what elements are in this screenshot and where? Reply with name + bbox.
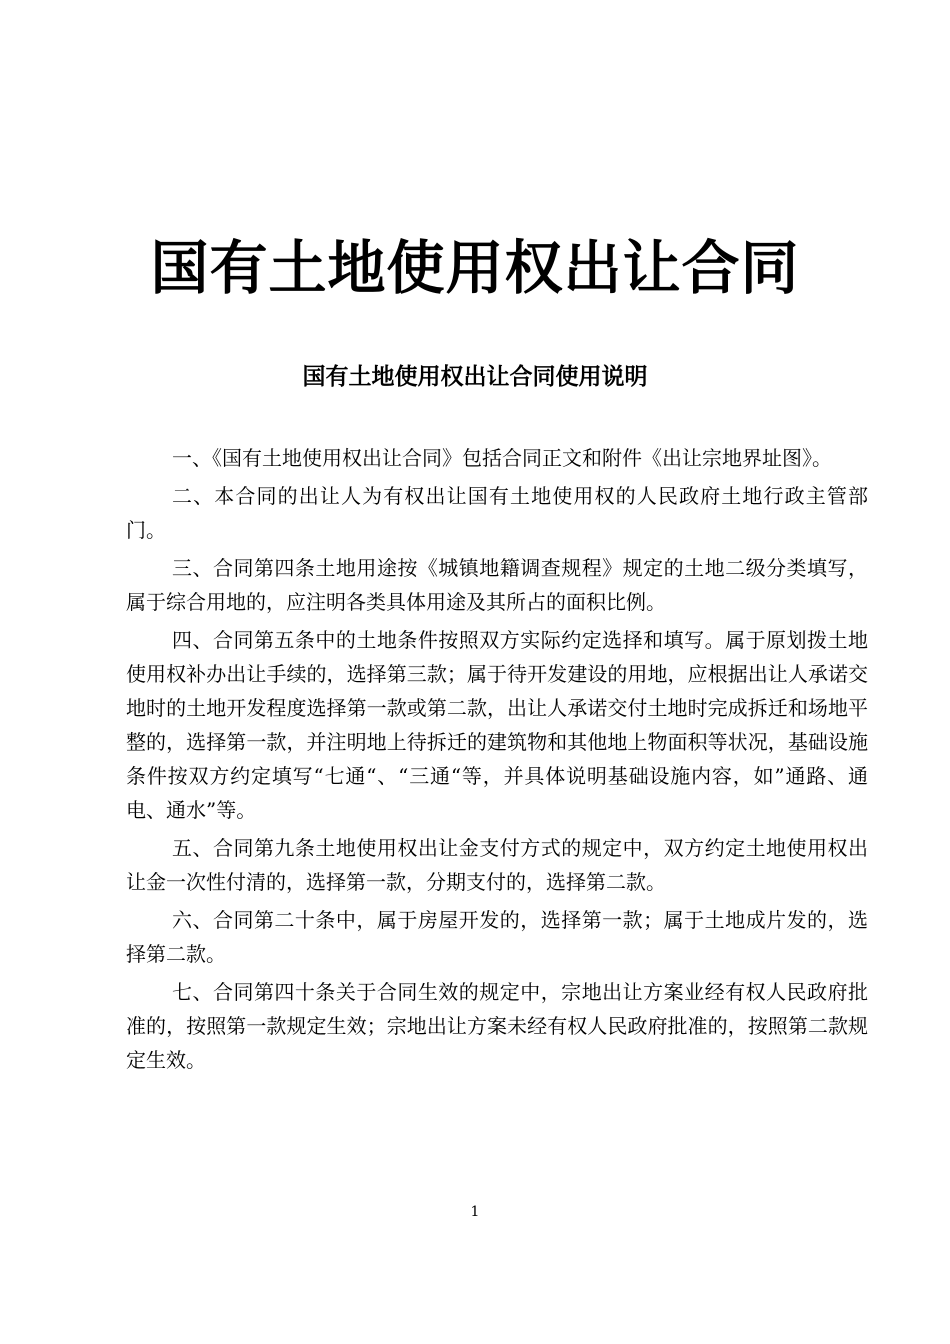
paragraph: 六、合同第二十条中，属于房屋开发的，选择第一款；属于土地成片发的，选择第二款。 (126, 908, 868, 966)
paragraph: 三、合同第四条土地用途按《城镇地籍调查规程》规定的土地二级分类填写，属于综合用地的，应注明各类具体用途及其所占的面积比例。 (126, 556, 868, 614)
document-subtitle: 国有土地使用权出让合同使用说明 (302, 363, 648, 390)
page-number: 1 (470, 1204, 480, 1220)
document-body (126, 441, 868, 1081)
document-title: 国有土地使用权出让合同 (150, 234, 800, 302)
paragraph: 一、《国有土地使用权出让合同》包括合同正文和附件《出让宗地界址图》。 (172, 446, 832, 470)
paragraph: 二、本合同的出让人为有权出让国有土地使用权的人民政府土地行政主管部门。 (126, 484, 868, 542)
paragraph: 五、合同第九条土地使用权出让金支付方式的规定中，双方约定土地使用权出让金一次性付清的，选择第一款，分期支付的，选择第二款。 (126, 836, 868, 894)
paragraph: 七、合同第四十条关于合同生效的规定中，宗地出让方案业经有权人民政府批准的，按照第一款规定生效；宗地出让方案未经有权人民政府批准的，按照第二款规定生效。 (126, 980, 868, 1072)
paragraph: 四、合同第五条中的土地条件按照双方实际约定选择和填写。属于原划拨土地使用权补办出让手续的，选择第三款；属于待开发建设的用地，应根据出让人承诺交地时的土地开发程度选择第一款或第二款，出让人承诺交付土地时完成拆迁和场地平整的，选择第一款，并注明地上待拆迁的建筑物和其他地上物面积等状况，基础设施条件按双方约定填写“七通“、“三通“等，并具体说明基础设施内容，如”通路、通电、通水”等。 (126, 628, 868, 822)
